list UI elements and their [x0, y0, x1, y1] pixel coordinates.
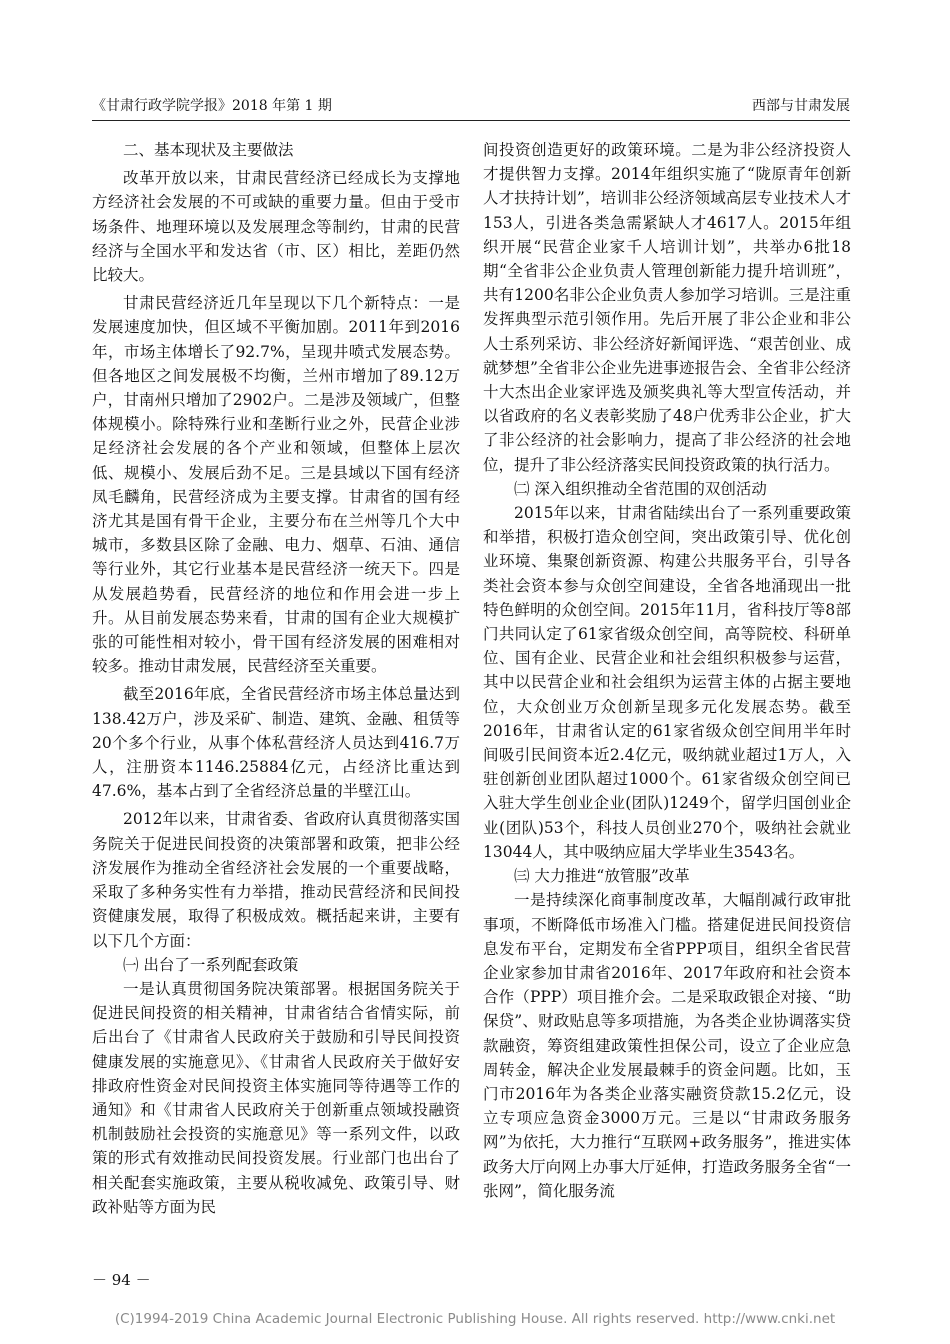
subsection-heading-policies: ㈠ 出台了一系列配套政策: [123, 955, 299, 974]
page-number: － 94 －: [92, 1271, 151, 1289]
paragraph: 甘肃民营经济近几年呈现以下几个新特点：一是发展速度加快，但区域不平衡加剧。2011年到2016年，市场主体增长了92.7%，呈现井喷式发展态势。但各地区之间发展极不均衡，兰州市增加了89.12万户，甘南州只增加了2902户。二是涉及领域广，但整体规模小。除特殊行业和垄断行业之外，民营企业涉足经济社会发展的各个产业和领域，但整体上层次低、规模小、发展后劲不足。三是县域以下国有经济凤毛麟角，民营经济成为主要支撑。甘肃省的国有经济尤其是国有骨干企业，主要分布在兰州等几个大中城市，多数县区除了金融、电力、烟草、石油、通信等行业外，其它行业基本是民营经济一统天下。四是从发展趋势看，民营经济的地位和作用会进一步上升。从目前发展态势来看，甘肃的国有企业大规模扩张的可能性相对较小，骨干国有经济发展的困难相对较多。推动甘肃发展，民营经济至关重要。: [92, 294, 460, 676]
section-title: 西部与甘肃发展: [752, 98, 850, 114]
paragraph: 截至2016年底，全省民营经济市场主体总量达到138.42万户，涉及采矿、制造、建筑、金融、租赁等20个多个行业，从事个体私营经济人员达到416.7万人，注册资本1146.25884亿元，占经济比重达到47.6%，基本占到了全省经济总量的半壁江山。: [92, 685, 460, 801]
left-column: [92, 138, 460, 1219]
subsection-heading-innovation: ㈡ 深入组织推动全省范围的双创活动: [514, 479, 767, 498]
paragraph: 2012年以来，甘肃省委、省政府认真贯彻落实国务院关于促进民间投资的决策部署和政策，把非公经济发展作为推动全省经济社会发展的一个重要战略，采取了多种务实性有力举措，推动民营经济和民间投资健康发展，取得了积极成效。概括起来讲，主要有以下几个方面：: [92, 810, 460, 950]
journal-title: 《甘肃行政学院学报》2018 年第 1 期: [92, 98, 332, 114]
paragraph: 改革开放以来，甘肃民营经济已经成长为支撑地方经济社会发展的不可或缺的重要力量。但由于受市场条件、地理环境以及发展理念等制约，甘肃的民营经济与全国水平和发达省（市、区）相比，差距仍然比较大。: [92, 169, 460, 285]
running-header: [92, 94, 850, 121]
paragraph: 一是持续深化商事制度改革，大幅削减行政审批事项，不断降低市场准入门槛。搭建促进民间投资信息发布平台，定期发布全省PPP项目，组织全省民营企业家参加甘肃省2016年、2017年政府和社会资本合作（PPP）项目推介会。二是采取政银企对接、“助保贷”、财政贴息等多项措施，为各类企业协调落实贷款融资，筹资组建政策性担保公司，设立了企业应急周转金，解决企业发展最棘手的资金问题。比如，玉门市2016年为各类企业落实融资贷款15.2亿元，设立专项应急资金3000万元。三是以“甘肃政务服务网”为依托，大力推行“互联网+政务服务”，推进实体政务大厅向网上办事大厅延伸，打造政务服务全省“一张网”，简化服务流: [483, 891, 851, 1200]
paragraph-continued: 间投资创造更好的政策环境。二是为非公经济投资人才提供智力支撑。2014年组织实施了“陇原青年创新人才扶持计划”，培训非公经济领域高层专业技术人才153人，引进各类急需紧缺人才4617人。2015年组织开展“民营企业家千人培训计划”，共举办6批18期“全省非公企业负责人管理创新能力提升培训班”，共有1200名非公企业负责人参加学习培训。三是注重发挥典型示范引领作用。先后开展了非公企业和非公人士系列采访、非公经济好新闻评选、“艰苦创业、成就梦想”全省非公企业先进事迹报告会、全省非公经济十大杰出企业家评选及颁奖典礼等大型宣传活动，并以省政府的名义表彰奖励了48户优秀非公企业，扩大了非公经济的社会影响力，提高了非公经济的社会地位，提升了非公经济落实民间投资政策的执行活力。: [483, 141, 851, 474]
subsection-heading-reform: ㈢ 大力推进“放管服”改革: [514, 867, 690, 886]
paragraph: 2015年以来，甘肃省陆续出台了一系列重要政策和举措，积极打造众创空间，突出政策引导、优化创业环境、集聚创新资源、构建公共服务平台，引导各类社会资本参与众创空间建设，全省各地涌现出一批特色鲜明的众创空间。2015年11月，省科技厅等8部门共同认定了61家省级众创空间，高等院校、科研单位、国有企业、民营企业和社会组织积极参与运营，其中以民营企业和社会组织为运营主体的占据主要地位，大众创业万众创新呈现多元化发展态势。截至2016年，甘肃省认定的61家省级众创空间用半年时间吸引民间资本近2.4亿元，吸纳就业超过1万人，入驻创新创业团队超过1000个。61家省级众创空间已入驻大学生创业企业(团队)1249个，留学归国创业企业(团队)53个，科技人员创业270个，吸纳社会就业13044人，其中吸纳应届大学毕业生3543名。: [483, 504, 851, 861]
copyright-footer: (C)1994-2019 China Academic Journal Electronic Publishing House. All rights reserved. http://www.cnki.net: [114, 1311, 836, 1327]
paragraph: 一是认真贯彻国务院决策部署。根据国务院关于促进民间投资的相关精神，甘肃省结合省情实际，前后出台了《甘肃省人民政府关于鼓励和引导民间投资健康发展的实施意见》、《甘肃省人民政府关于做好安排政府性资金对民间投资主体实施同等待遇等工作的通知》和《甘肃省人民政府关于创新重点领域投融资机制鼓励社会投资的实施意见》等一系列文件，以政策的形式有效推动民间投资发展。行业部门也出台了相关配套实施政策，主要从税收减免、政策引导、财政补贴等方面为民: [92, 979, 460, 1216]
section-heading-status: 二、基本现状及主要做法: [123, 141, 294, 159]
right-column: [483, 138, 851, 1203]
